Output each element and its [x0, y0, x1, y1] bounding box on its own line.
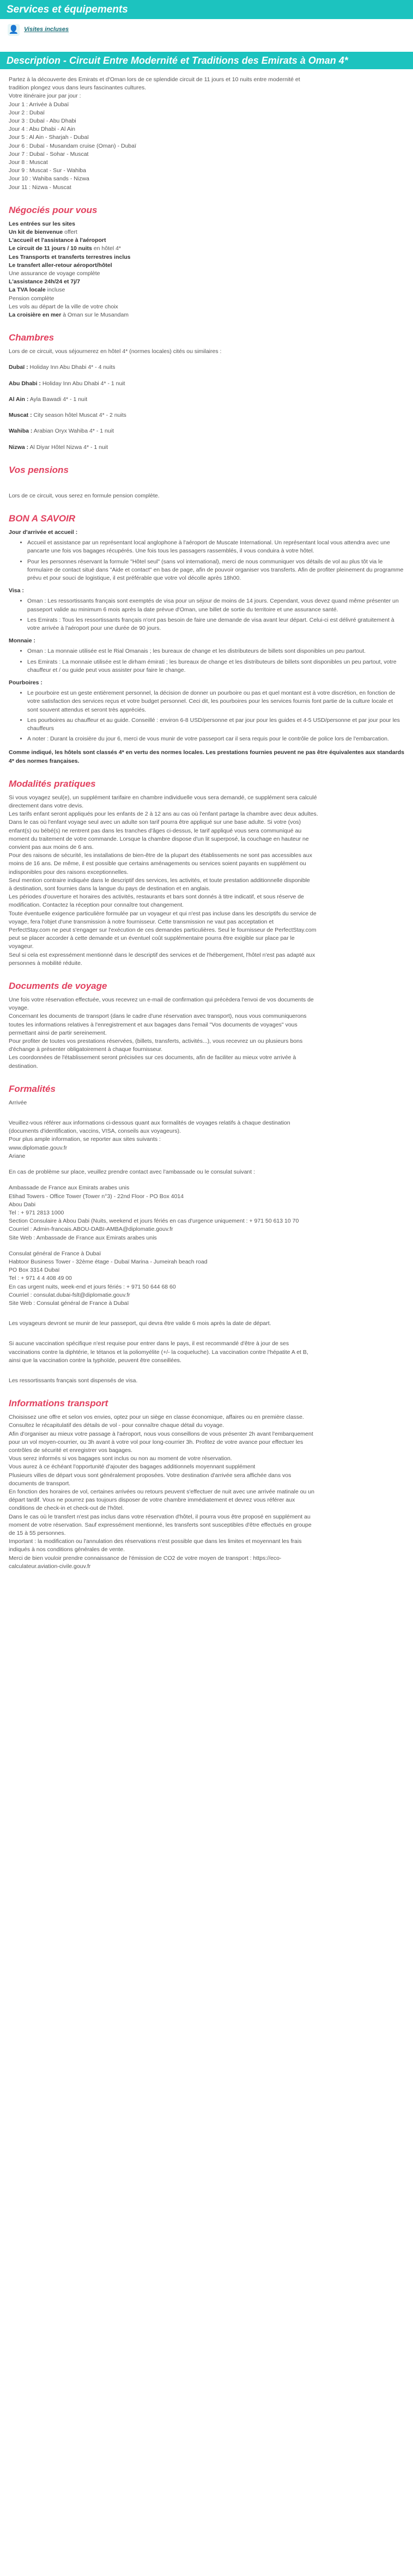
item-text: incluse — [45, 287, 65, 294]
text-line: conditions de check-in et check-out de l'hôtel. — [9, 1505, 124, 1512]
text-line: En cas de problème sur place, veuillez prendre contact avec l'ambassade ou le consulat suivant : — [9, 1169, 256, 1176]
text-line: Jour 3 : Dubaï - Abu Dhabi — [9, 118, 76, 125]
text-line: Ambassade de France aux Emirats arabes unis — [9, 1184, 130, 1192]
list-item — [9, 411, 404, 420]
text-line: Courriel : consulat.dubai-fslt@diplomatie.gouv.fr — [9, 1291, 130, 1298]
text-line: Jour 4 : Abu Dhabi - Al Ain — [9, 126, 75, 133]
text-line: permettant ainsi de partir sereinement. — [9, 1029, 107, 1036]
list-item — [9, 236, 404, 245]
pensions-text: Lors de ce circuit, vous serez en formule pension complète. — [9, 492, 160, 499]
pourboires-list — [9, 689, 404, 743]
text-line: tradition plongez vous dans leurs fascinantes cultures. — [9, 84, 147, 92]
jour-label: Jour d'arrivée et accueil : — [9, 528, 78, 536]
text-line: destination. — [9, 1062, 38, 1070]
text-line: de 15 à 55 personnes. — [9, 1530, 66, 1536]
text-line: En fonction des horaires de vol, certaines arrivées ou retours peuvent s'effectuer de nuit avec une arrivée matinale ou un — [9, 1488, 314, 1495]
services-header — [0, 0, 413, 19]
item-text: Ayla Bawadi 4* - 1 nuit — [28, 396, 88, 403]
item-strong: La croisière en mer — [9, 312, 62, 319]
text-line: Afin d'organiser au mieux votre passage à l'aéroport, nous vous conseillons de vous présenter 2h avant l'embarquement — [9, 1430, 313, 1437]
list-item — [9, 253, 404, 262]
list-item — [9, 220, 404, 228]
text-line: (documents d'identification, vaccins, VISA, conseils aux voyageurs). — [9, 1128, 181, 1135]
text-line: Seul mention contraire indiquée dans le descriptif des services, les activités, et toute prestation additionnelle disponible — [9, 877, 310, 884]
text-line: directement dans votre devis. — [9, 802, 84, 809]
list-item — [9, 262, 404, 270]
text-line: Dans le cas où le transfert n'est pas inclus dans votre réservation d'hôtel, il pourra vous être proposé en supplément au — [9, 1513, 311, 1520]
text-line: En cas urgent nuits, week-end et jours fériés : + 971 50 644 68 60 — [9, 1283, 176, 1290]
text-line: Partez à la découverte des Emirats et d'Oman lors de ce splendide circuit de 11 jours et 10 nuits entre modernité et — [9, 76, 300, 83]
item-text: à Oman sur le Musandam — [61, 312, 129, 319]
text-line: Vous serez informés si vos bagages sont inclus ou non au moment de votre réservation. — [9, 1455, 232, 1462]
text-line: convient pas aux moins de 6 ans. — [9, 844, 94, 850]
item-strong: Nizwa : — [9, 443, 29, 451]
bullet-item: • Accueil et assistance par un représentant local anglophone à l'aéroport de Muscate International. Un représentant local vous attendra avec une pancarte une fois vos bagages récupérés. Une fois tous les passagers rassemblés, il vous conduira à votre hôtel. — [27, 539, 404, 555]
text-line: Ariane — [9, 1152, 26, 1159]
item-text: Une assurance de voyage complète — [9, 270, 100, 277]
bullet-item: • Le pourboire est un geste entièrement personnel, la décision de donner un pourboire ou pas et quel montant est à votre discrétion, en fonction de votre satisfaction des services reçus et votre budget personnel. Ceci dit, les pourboires pour les services fournis font partie de la culture locale et sont souvent attendus et seront très appréciés. — [27, 689, 404, 714]
text-line: voyageur. — [9, 943, 34, 950]
bullet-item: • Oman : La monnaie utilisée est le Rial Omanais ; les bureaux de change et les distributeurs de billets sont disponibles un peu partout. — [27, 647, 404, 655]
text-line: PO Box 3314 Dubaï — [9, 1267, 60, 1274]
text-line: Votre itinéraire jour par jour : — [9, 93, 81, 100]
text-line: moins de 16 ans. De même, il est possible que certains aménagements ou services soient payants en supplément ou — [9, 860, 306, 867]
text-line: Jour 10 : Wahiba sands - Nizwa — [9, 175, 89, 183]
text-line: PerfectStay.com ne peut s'engager sur l'exécution de ces demandes particulières. Seul le fournisseur de PerfectStay.com — [9, 927, 317, 934]
text-line: Section Consulaire à Abou Dabi (Nuits, weekend et jours fériés en cas d'urgence uniquement : + 971 50 613 10 70 — [9, 1218, 299, 1225]
text-line: Consulat général de France à Dubaï — [9, 1250, 101, 1257]
visites-row[interactable] — [0, 19, 413, 41]
negocies-title: Négociés pour vous — [9, 204, 98, 215]
bullet-item: • A noter : Durant la croisière du jour 6, merci de vous munir de votre passeport car il sera requis pour le contrôle de police lors de l'embarcation. — [27, 735, 404, 743]
text-line: Abou Dabi — [9, 1201, 36, 1208]
text-line: Pour plus ample information, se reporter aux sites suivants : — [9, 1136, 161, 1143]
text-line: Vous aurez à ce échéant l'opportunité d'ajouter des bagages additionnels moyennant supplément — [9, 1463, 256, 1471]
formalites-arrivee — [9, 1099, 404, 1107]
item-text: Les vols au départ de la ville de votre choix — [9, 303, 118, 310]
text-line: Jour 8 : Muscat — [9, 159, 48, 166]
text-line: Les périodes d'ouverture et horaires des activités, restaurants et bars sont donnés à titre indicatif, et sous réserve de — [9, 894, 304, 901]
list-item — [9, 245, 404, 253]
text-line: Etihad Towers - Office Tower (Tower n°3) - 22nd Floor - PO Box 4014 — [9, 1193, 184, 1200]
modalites-text — [9, 794, 404, 968]
ambassade-block — [9, 1184, 404, 1242]
item-strong: Dubaï : — [9, 364, 28, 371]
item-strong: Wahiba : — [9, 428, 33, 435]
text-line: Tel : + 971 4 4 408 49 00 — [9, 1275, 72, 1282]
passeport-note — [9, 1320, 404, 1328]
person-icon: 👤 — [8, 24, 20, 36]
monnaie-list — [9, 647, 404, 675]
vaccination-note — [9, 1340, 404, 1365]
list-item — [9, 311, 404, 319]
bonasavoir-title: BON A SAVOIR — [9, 513, 76, 524]
chambres-list — [9, 363, 404, 451]
chambres-intro: Lors de ce circuit, vous séjournerez en hôtel 4* (normes locales) cités ou similaires : — [9, 348, 222, 355]
description-intro — [9, 76, 404, 192]
monnaie-label: Monnaie : — [9, 637, 35, 645]
item-strong: L'assistance 24h/24 et 7j/7 — [9, 278, 80, 285]
text-line: calculateur.aviation-civile.gouv.fr — [9, 1563, 91, 1570]
text-line: moment du traitement de votre commande. Lorsque la chambre dispose d'un lit superposé, la couchage en hauteur ne — [9, 835, 309, 842]
chambres-title: Chambres — [9, 332, 54, 343]
item-strong: Les Transports et transferts terrestres inclus — [9, 253, 131, 260]
text-line: Choisissez une offre et selon vos envies, optez pour un siège en classe économique, affaires ou en première classe. — [9, 1414, 304, 1421]
list-item — [9, 303, 404, 311]
text-line: vaccinations contre la diphtérie, le tétanos et la poliomyélite (+/- la coqueluche). La vaccination contre l'hépatite A et B, — [9, 1348, 308, 1356]
text-line: peut se placer accorder à cette demande et un éventuel coût supplémentaire pourra être exigible sur place par le — [9, 935, 295, 942]
formalites-references — [9, 1119, 404, 1161]
text-line: Veuillez-vous référer aux informations ci-dessous quant aux formalités de voyages relatifs à chaque destination — [9, 1120, 290, 1127]
modalites-title: Modalités pratiques — [9, 778, 96, 789]
item-strong: Les entrées sur les sites — [9, 220, 75, 227]
text-line: Merci de bien vouloir prendre connaissance de l'émission de CO2 de votre moyen de transport : https://eco- — [9, 1554, 282, 1562]
text-line: Si vous voyagez seul(e), un supplément tarifaire en chambre individuelle vous sera demandé, ce supplément sera calculé — [9, 794, 317, 801]
item-text: Pension complète — [9, 295, 54, 302]
text-line: Concernant les documents de transport (dans le cadre d'une réservation avec transport), nous vous communiquerons — [9, 1013, 307, 1020]
formalites-title: Formalités — [9, 1083, 56, 1094]
text-line: Seul si cela est expressément mentionné dans le descriptif des services et de l'hébergement, l'hôtel n'est pas adapté aux — [9, 951, 315, 958]
item-text: offert — [63, 229, 77, 236]
list-item — [9, 427, 404, 435]
text-line: toutes les informations relatives à l'enregistrement et aux bagages dans l'email "Vos documents de voyages" vous — [9, 1021, 297, 1028]
visa-note — [9, 1377, 404, 1385]
text-line: pour un vol moyen-courrier, ou 3h avant à votre vol pour long-courrier 3h. Profitez de votre avance pour effectuer les — [9, 1438, 303, 1445]
text-line: Pour des raisons de sécurité, les installations de bien-être de la plupart des établissements ne sont pas accessibles aux — [9, 852, 312, 859]
visites-label[interactable]: Visites incluses — [24, 26, 69, 33]
text-line: Jour 9 : Muscat - Sur - Wahiba — [9, 167, 86, 174]
documents-text — [9, 996, 404, 1071]
text-line: Jour 6 : Dubaï - Musandam cruise (Oman) - Dubaï — [9, 142, 137, 149]
list-item — [9, 363, 404, 372]
text-line: Toute éventuelle exigence particulière formulée par un voyageur et qui n'est pas incluse dans les descriptifs du service de — [9, 910, 317, 917]
text-line: Si aucune vaccination spécifique n'est requise pour entrer dans le pays, il est recommandé d'être à jour de ses — [9, 1340, 289, 1347]
text-line: moment de votre réservation. Sauf expressément mentionné, les transferts sont susceptibles d'être effectués en groupe — [9, 1521, 312, 1528]
item-text: Arabian Oryx Wahiba 4* - 1 nuit — [32, 428, 114, 435]
negocies-list — [9, 220, 404, 319]
main-content — [0, 76, 413, 1571]
item-text: Holiday Inn Abu Dhabi 4* - 4 nuits — [28, 364, 116, 371]
text-line: Arrivée — [9, 1099, 27, 1106]
transport-text — [9, 1413, 404, 1571]
item-text: City season hôtel Muscat 4* - 2 nuits — [32, 412, 126, 419]
text-line: Site Web : Consulat général de France à Dubaï — [9, 1299, 129, 1307]
item-strong: Un kit de bienvenue — [9, 229, 63, 236]
text-line: www.diplomatie.gouv.fr — [9, 1144, 68, 1151]
pourboires-label: Pourboires : — [9, 679, 42, 686]
text-line: Les voyageurs devront se munir de leur passeport, qui devra être valide 6 mois après la date de départ. — [9, 1320, 271, 1327]
visa-list — [9, 597, 404, 633]
item-strong: Le circuit de 11 jours / 10 nuits — [9, 245, 92, 252]
item-text: Holiday Inn Abu Dhabi 4* - 1 nuit — [40, 380, 125, 387]
text-line: Consultez le récapitulatif des détails de vol - pour connaître chaque détail du voyage. — [9, 1422, 224, 1429]
transport-title: Informations transport — [9, 1398, 108, 1409]
item-strong: L'accueil et l'assistance à l'aéroport — [9, 237, 106, 244]
bullet-item: • Les Emirats : Tous les ressortissants français n'ont pas besoin de faire une demande de visa avant leur départ. Celui-ci est délivré gratuitement à votre arrivée à l'aéroport pour une durée de 90 jours. — [27, 616, 404, 633]
description-header — [0, 52, 413, 69]
visa-label: Visa : — [9, 587, 24, 594]
item-strong: Abu Dhabi : — [9, 380, 41, 387]
text-line: Pour profiter de toutes vos prestations réservées, (billets, transferts, activités...), vous recevrez un ou plusieurs bons — [9, 1038, 303, 1045]
text-line: Dans le cas où l'enfant voyage seul avec un adulte son tarif pourra être appliqué sur une base adulte. Si votre (vos) — [9, 819, 301, 826]
text-line: personnes à mobilité réduite. — [9, 959, 82, 967]
text-line: Les ressortissants français sont dispensés de visa. — [9, 1377, 138, 1384]
text-line: Jour 1 : Arrivée à Dubaï — [9, 101, 69, 108]
text-line: Jour 7 : Dubaï - Sohar - Muscat — [9, 150, 89, 157]
item-strong: Al Ain : — [9, 396, 29, 403]
services-title: Services et équipements — [7, 4, 128, 15]
bullet-item: • Les Emirats : La monnaie utilisée est le dirham émirati ; les bureaux de change et les distributeurs de billets sont disponibles un peu partout, votre chauffeur et / ou guide peut vous assister pour faire le change. — [27, 658, 404, 675]
consulat-block — [9, 1250, 404, 1308]
text-line: Jour 11 : Nizwa - Muscat — [9, 184, 71, 191]
list-item — [9, 443, 404, 452]
list-item — [9, 228, 404, 236]
item-strong: La TVA locale — [9, 287, 46, 294]
formalites-contact-intro — [9, 1168, 404, 1176]
text-line: Courriel : Admin-francais.ABOU-DABI-AMBA@diplomatie.gouv.fr — [9, 1226, 173, 1233]
list-item — [9, 270, 404, 278]
text-line: indisponibles pour des raisons exceptionnelles. — [9, 868, 129, 876]
text-line: documents de transport. — [9, 1480, 71, 1487]
text-line: Important : la modification ou l'annulation des réservations n'est possible que dans les limites et moyennant les frais — [9, 1538, 302, 1545]
text-line: ainsi que la vaccination contre la typhoïde, peuvent être conseillées. — [9, 1357, 181, 1364]
list-item — [9, 286, 404, 294]
bullet-item: • Les pourboires au chauffeur et au guide. Conseillé : environ 6-8 USD/personne et par jour pour les guides et 4-5 USD/personne et par jour pour les chauffeurs — [27, 716, 404, 733]
item-text: en hôtel 4* — [92, 245, 122, 252]
text-line: Les coordonnées de l'établissement seront précisées sur ces documents, afin de faciliter au mieux votre arrivée à — [9, 1054, 296, 1061]
text-line: Jour 2 : Dubaï — [9, 109, 45, 116]
item-text: Al Diyar Hôtel Nizwa 4* - 1 nuit — [28, 443, 108, 451]
text-line: Jour 5 : Al Ain - Sharjah - Dubaï — [9, 134, 89, 141]
text-line: Plusieurs villes de départ vous sont généralement proposées. Votre destination d'arrivée sera affichée dans vos — [9, 1472, 291, 1479]
documents-title: Documents de voyage — [9, 981, 107, 992]
text-line: départ tardif. Vous ne pourrez pas toujours disposer de votre chambre immédiatement et devrez vous référer aux — [9, 1497, 295, 1504]
text-line: Habtoor Business Tower - 32ème étage - Dubaï Marina - Jumeirah beach road — [9, 1258, 208, 1265]
bullet-item: • Oman : Les ressortissants français sont exemptés de visa pour un séjour de moins de 14 jours. Cependant, vous devez quand même présenter un passeport valide au minimum 6 mois après la date prévue d'Oman, une billet de sortie du territoire et une assurance santé. — [27, 597, 404, 613]
jour-list — [9, 539, 404, 582]
text-line: voyage. — [9, 1005, 29, 1012]
list-item — [9, 380, 404, 388]
item-strong: Muscat : — [9, 412, 32, 419]
text-line: Une fois votre réservation effectuée, vous recevrez un e-mail de confirmation qui précèdera l'envoi de vos documents de — [9, 997, 314, 1004]
text-line: indiqués à nos conditions générales de vente. — [9, 1546, 125, 1553]
item-strong: Le transfert aller-retour aéroport/hôtel — [9, 262, 112, 269]
text-line: Tel : + 971 2813 1000 — [9, 1209, 64, 1216]
pensions-title: Vos pensions — [9, 464, 69, 475]
bullet-item: • Pour les personnes réservant la formule "Hôtel seul" (sans vol international), merci de nous communiquer vos détails de vol au plus tôt via le formulaire de contact situé dans "Aide et contact" en bas de page, afin de pouvoir organiser vos transferts. Afin de profiter pleinement du programme prévu et pour souci de logistique, il est préférable que votre vol décolle après 18h00. — [27, 558, 404, 583]
text-line: Les tarifs enfant seront appliqués pour les enfants de 2 à 12 ans au cas où l'enfant partage la chambre avec deux adultes. — [9, 811, 318, 818]
list-item — [9, 278, 404, 286]
text-line: Site Web : Ambassade de France aux Emirats arabes unis — [9, 1234, 157, 1241]
description-title: Description - Circuit Entre Modernité et Traditions des Emirats à Oman 4* — [7, 55, 348, 66]
classification-note: Comme indiqué, les hôtels sont classés 4* en vertu des normes locales. Les prestations fournies peuvent ne pas être équivalentes aux standards 4* des normes françaises. — [9, 749, 404, 764]
text-line: modification. Contactez la réception pour connaître tout changement. — [9, 902, 184, 909]
text-line: contrôles de sécurité et enregistrer vos bagages. — [9, 1447, 133, 1454]
text-line: d'échange à présenter obligatoirement à chaque fournisseur. — [9, 1046, 163, 1053]
list-item — [9, 396, 404, 404]
text-line: à destination, sont fournies dans la langue du pays de destination et en anglais. — [9, 885, 211, 892]
text-line: enfant(s) ou bébé(s) ne rentrent pas dans les tranches d'âges ci-dessus, le tarif appliqué vous sera communiqué au — [9, 827, 302, 834]
list-item — [9, 295, 404, 303]
text-line: voyage, fera l'objet d'une transmission à notre fournisseur. Cette transmission ne vaut pas acceptation et — [9, 918, 274, 925]
